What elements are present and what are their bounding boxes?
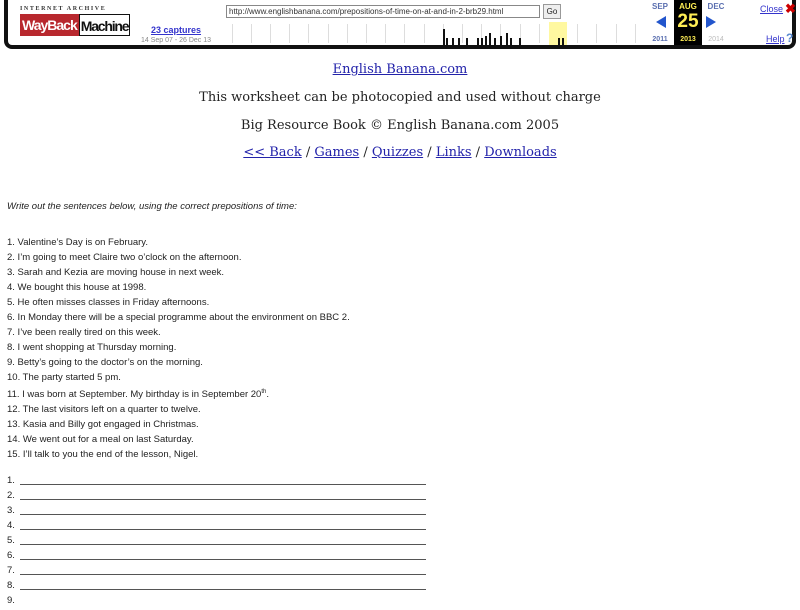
answer-number: 8.: [7, 580, 15, 591]
answer-line: [20, 589, 426, 590]
timeline-bar: [485, 36, 487, 45]
capture-timeline[interactable]: [218, 22, 648, 45]
answer-number: 4.: [7, 520, 15, 531]
timeline-tick: [385, 24, 386, 43]
sentence-item: 15. I’ll talk to you the end of the lesson, Nigel.: [7, 449, 199, 460]
captures-range: 14 Sep 07 - 26 Dec 13: [140, 37, 212, 44]
arrow-right-icon[interactable]: [706, 16, 716, 28]
timeline-tick: [424, 24, 425, 43]
answer-row: [7, 505, 426, 520]
timeline-bar: [506, 33, 508, 45]
sentence-end: .: [266, 389, 269, 400]
arrow-left-icon[interactable]: [656, 16, 666, 28]
timeline-bar: [477, 38, 479, 45]
nav-separator: /: [427, 145, 432, 160]
go-button[interactable]: Go: [543, 4, 561, 19]
sentence-item: 9. Betty’s going to the doctor’s on the morning.: [7, 357, 203, 368]
timeline-tick: [251, 24, 252, 43]
timeline-bar: [562, 38, 564, 45]
timeline-bar: [519, 38, 521, 45]
answer-number: 3.: [7, 505, 15, 516]
help-link[interactable]: Help: [766, 34, 785, 44]
answer-line: [20, 544, 426, 545]
timeline-tick: [635, 24, 636, 43]
calendar-current: [674, 0, 702, 45]
sentence-item: 13. Kasia and Billy got engaged in Christmas.: [7, 419, 199, 430]
site-nav: [0, 145, 800, 160]
logo-internet-archive: INTERNET ARCHIVE: [20, 6, 107, 12]
timeline-tick: [539, 24, 540, 43]
answer-lines: [7, 475, 426, 610]
sentence-item: 3. Sarah and Kezia are moving house in next week.: [7, 267, 225, 278]
answer-row: [7, 520, 426, 535]
current-month: AUG: [679, 2, 697, 11]
answer-line: [20, 484, 426, 485]
help-question-icon[interactable]: ?: [786, 31, 794, 45]
timeline-bar: [458, 38, 460, 45]
worksheet-instructions: Write out the sentences below, using the correct prepositions of time:: [7, 201, 297, 212]
prev-year[interactable]: 2011: [652, 36, 668, 43]
timeline-bar: [466, 38, 468, 45]
sentence-text: 11. I was born at September. My birthday is in September 20: [7, 389, 262, 400]
calendar-next[interactable]: [702, 0, 730, 45]
captures-link[interactable]: 23 captures: [150, 25, 202, 35]
wayback-toolbar: [4, 0, 796, 49]
answer-row: [7, 580, 426, 595]
calendar-nav: [646, 0, 736, 45]
answer-line: [20, 559, 426, 560]
site-link[interactable]: English Banana.com: [332, 62, 468, 77]
answer-row: [7, 550, 426, 565]
timeline-tick: [577, 24, 578, 43]
timeline-tick: [232, 24, 233, 43]
current-year: 2013: [680, 36, 696, 43]
nav-separator: /: [363, 145, 368, 160]
wayback-logo[interactable]: [20, 6, 129, 40]
sentence-item: 2. I’m going to meet Claire two o’clock on the afternoon.: [7, 252, 242, 263]
sentence-item: 1. Valentine’s Day is on February.: [7, 237, 148, 248]
answer-number: 2.: [7, 490, 15, 501]
next-month[interactable]: DEC: [707, 2, 725, 11]
answer-line: [20, 529, 426, 530]
answer-number: 5.: [7, 535, 15, 546]
sentence-item: 8. I went shopping at Thursday morning.: [7, 342, 177, 353]
answer-row: [7, 535, 426, 550]
sentence-item: 12. The last visitors left on a quarter to twelve.: [7, 404, 201, 415]
timeline-tick: [347, 24, 348, 43]
timeline-tick: [270, 24, 271, 43]
nav-separator: /: [305, 145, 311, 160]
timeline-tick: [308, 24, 309, 43]
timeline-bar: [446, 38, 448, 45]
current-day: 25: [677, 11, 699, 32]
timeline-bar: [481, 38, 483, 45]
timeline-tick: [404, 24, 405, 43]
captures-info: [136, 25, 216, 44]
answer-line: [20, 514, 426, 515]
prev-month[interactable]: SEP: [651, 2, 668, 11]
answer-number: 7.: [7, 565, 15, 576]
nav-games-link[interactable]: Games: [314, 145, 360, 160]
timeline-bar: [558, 38, 560, 45]
sentence-item: 10. The party started 5 pm.: [7, 372, 121, 383]
timeline-tick: [366, 24, 367, 43]
timeline-tick: [462, 24, 463, 43]
nav-separator: /: [475, 145, 481, 160]
close-link[interactable]: Close: [760, 4, 784, 14]
nav-downloads-link[interactable]: Downloads: [484, 145, 557, 160]
sentence-item: 6. In Monday there will be a special programme about the environment on BBC 2.: [7, 312, 350, 323]
answer-line: [20, 499, 426, 500]
nav-links-link[interactable]: Links: [435, 145, 472, 160]
sentence-list: [7, 236, 350, 463]
timeline-bar: [494, 38, 496, 45]
next-year: 2014: [708, 36, 724, 43]
timeline-tick: [289, 24, 290, 43]
answer-number: 6.: [7, 550, 15, 561]
timeline-bar: [489, 33, 491, 45]
sentence-item: 5. He often misses classes in Friday afternoons.: [7, 297, 210, 308]
photocopy-notice: This worksheet can be photocopied and used without charge: [199, 90, 601, 105]
answer-row: [7, 595, 426, 610]
answer-number: 9.: [7, 595, 15, 606]
close-x-icon[interactable]: ✖: [785, 1, 796, 16]
calendar-prev[interactable]: [646, 0, 674, 45]
answer-row: [7, 475, 426, 490]
timeline-bar: [443, 29, 445, 45]
timeline-tick: [328, 24, 329, 43]
answer-number: 1.: [7, 475, 15, 486]
sentence-item: [7, 386, 350, 403]
ordinal-suffix: th: [261, 388, 267, 395]
sentence-item: 4. We bought this house at 1998.: [7, 282, 147, 293]
logo-wayback: WayBack: [20, 14, 79, 36]
timeline-tick: [616, 24, 617, 43]
copyright-line: Big Resource Book © English Banana.com 2005: [240, 118, 560, 133]
answer-row: [7, 565, 426, 580]
answer-row: [7, 490, 426, 505]
answer-line: [20, 574, 426, 575]
nav-quizzes-link[interactable]: Quizzes: [371, 145, 424, 160]
sentence-item: 7. I’ve been really tired on this week.: [7, 327, 161, 338]
sentence-item: 14. We went out for a meal on last Saturday.: [7, 434, 194, 445]
logo-machine: Machine: [79, 14, 131, 36]
timeline-bar: [510, 38, 512, 45]
timeline-tick: [596, 24, 597, 43]
timeline-bar: [452, 38, 454, 45]
timeline-bar: [500, 36, 502, 45]
nav-back-link[interactable]: << Back: [243, 145, 302, 160]
url-input[interactable]: http://www.englishbanana.com/prepositions-of-time-on-at-and-in-2-brb29.html: [226, 5, 540, 18]
